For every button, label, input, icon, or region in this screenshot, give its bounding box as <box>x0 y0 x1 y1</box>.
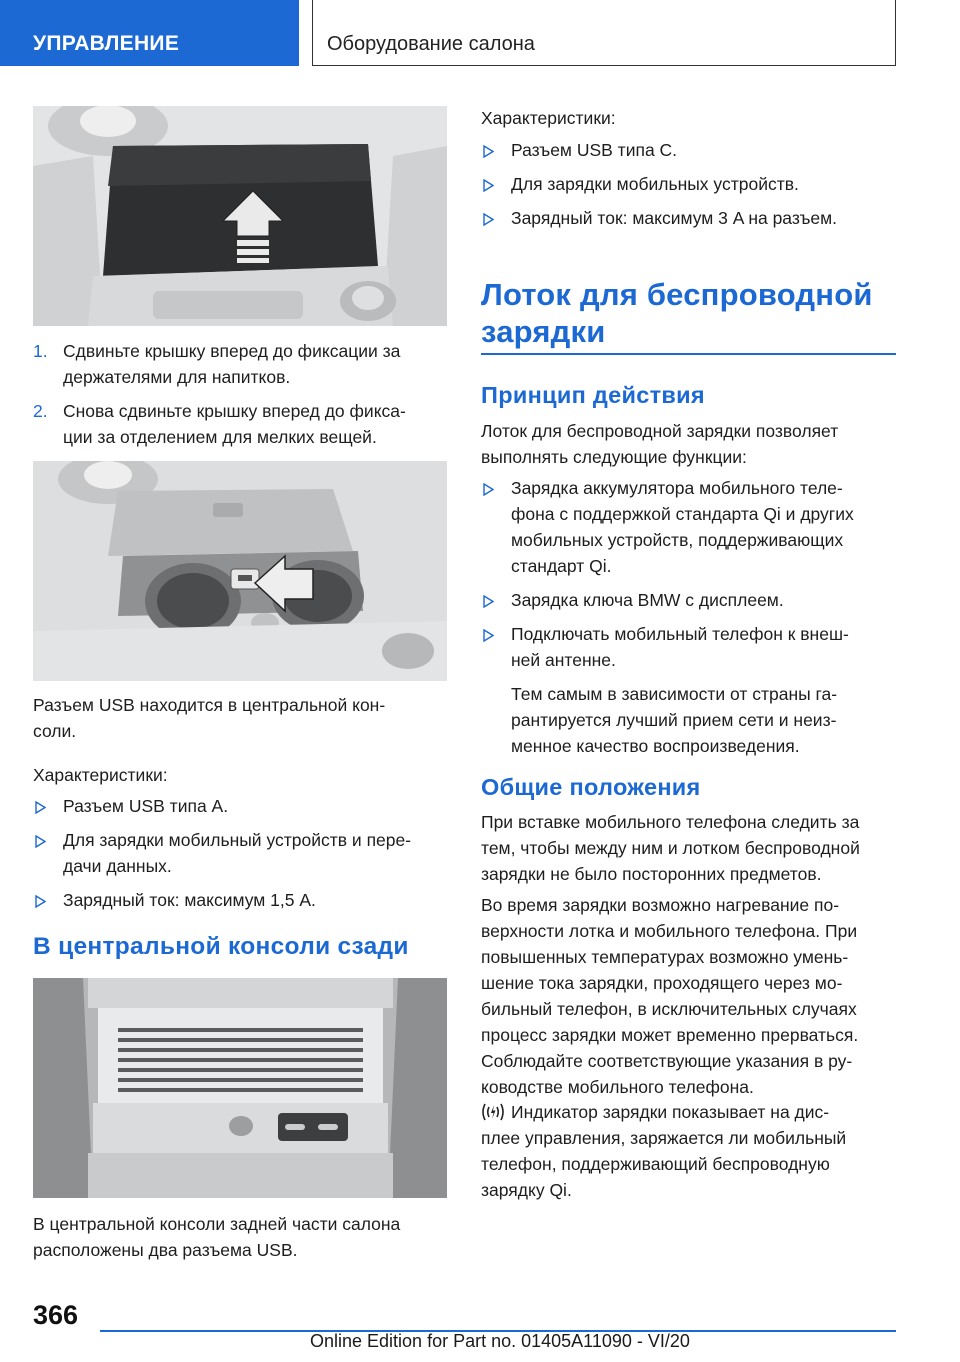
text-line: повышенных температурах возможно умень- <box>481 947 849 967</box>
list-item-text: мобильных устройств, поддерживающих <box>511 530 844 550</box>
text-line: При вставке мобильного телефона следить за <box>481 812 860 832</box>
list-item-text: Разъем USB типа A. <box>63 796 229 816</box>
general-heading: Общие положения <box>481 774 701 800</box>
triangle-bullet-icon <box>35 801 46 814</box>
text-line: Индикатор зарядки показывает на дис- <box>511 1102 830 1122</box>
wireless-tray-heading <box>481 276 896 350</box>
specs-label-right: Характеристики: <box>481 108 616 128</box>
step-text-line: Сдвиньте крышку вперед до фиксации за <box>63 341 401 361</box>
specs-list-right <box>481 137 896 231</box>
functions-list <box>481 475 896 759</box>
triangle-bullet-icon <box>483 179 494 192</box>
usb-location-text <box>33 692 447 744</box>
list-item <box>481 587 896 613</box>
list-item-text: Зарядный ток: максимум 3 A на разъем. <box>511 208 838 228</box>
triangle-bullet-icon <box>483 145 494 158</box>
photo-rear-console-usb <box>33 978 447 1198</box>
list-item <box>481 475 896 579</box>
text-line: выполнять следующие функции: <box>481 447 747 467</box>
function-note <box>481 681 896 759</box>
step-item <box>33 398 447 450</box>
triangle-bullet-icon <box>483 213 494 226</box>
principle-intro <box>481 418 896 470</box>
text-line: Соблюдайте соответствующие указания в ру- <box>481 1051 853 1071</box>
triangle-bullet-icon <box>35 835 46 848</box>
list-item-text: Для зарядки мобильный устройств и пере- <box>63 830 412 850</box>
text-line: верхности лотка и мобильного телефона. При <box>481 921 858 941</box>
text-line: плее управления, заряжается ли мобильный <box>481 1128 847 1148</box>
photo-front-usb-port <box>33 461 447 681</box>
text-line: Разъем USB находится в центральной кон- <box>33 695 386 715</box>
list-item <box>33 887 447 913</box>
list-item-text: Разъем USB типа C. <box>511 140 678 160</box>
list-item-text: стандарт Qi. <box>511 556 612 576</box>
list-item <box>33 793 447 819</box>
indicator-paragraph <box>481 1099 896 1203</box>
list-item <box>481 171 896 197</box>
text-line: зарядки не было посторонних предметов. <box>481 864 822 884</box>
step-text-line: Снова сдвиньте крышку вперед до фикса- <box>63 401 406 421</box>
text-line: телефон, поддерживающий беспроводную <box>481 1154 830 1174</box>
list-item-text: фона с поддержкой стандарта Qi и других <box>511 504 854 524</box>
list-item-text: Подключать мобильный телефон к внеш- <box>511 624 849 644</box>
specs-label-left: Характеристики: <box>33 765 168 785</box>
text-line: шение тока зарядки, проходящего через мо- <box>481 973 843 993</box>
text-line: Тем самым в зависимости от страны га- <box>511 684 838 704</box>
section-tab: УПРАВЛЕНИЕ <box>0 0 299 66</box>
text-line: соли. <box>33 721 77 741</box>
usb-port-illustration <box>33 461 447 681</box>
console-cover-illustration <box>33 106 447 326</box>
specs-list-left <box>33 793 447 913</box>
step-number: 1. <box>33 341 48 361</box>
step-text-line: держателями для напитков. <box>63 367 291 387</box>
general-paragraph-1 <box>481 809 896 887</box>
list-item-text: Зарядка аккумулятора мобильного теле- <box>511 478 843 498</box>
text-line: расположены два разъема USB. <box>33 1240 298 1260</box>
heading-line: зарядки <box>481 314 606 349</box>
text-line: Во время зарядки возможно нагревание по- <box>481 895 840 915</box>
triangle-bullet-icon <box>483 483 494 496</box>
text-line: рантируется лучший прием сети и неиз- <box>511 710 837 730</box>
general-paragraph-2 <box>481 892 896 1100</box>
list-item <box>33 827 447 879</box>
text-line: В центральной консоли задней части салона <box>33 1214 401 1234</box>
list-item-text: Зарядный ток: максимум 1,5 A. <box>63 890 316 910</box>
list-item-text: Зарядка ключа BMW с дисплеем. <box>511 590 784 610</box>
list-item <box>481 137 896 163</box>
list-item <box>481 621 896 673</box>
wireless-charging-icon <box>481 1102 505 1122</box>
triangle-bullet-icon <box>483 595 494 608</box>
list-item <box>481 205 896 231</box>
chapter-title: Оборудование салона <box>312 0 896 66</box>
text-line: бильный телефон, в исключительных случаях <box>481 999 857 1019</box>
step-text-line: ции за отделением для мелких вещей. <box>63 427 377 447</box>
step-number: 2. <box>33 401 48 421</box>
text-line: менное качество воспроизведения. <box>511 736 800 756</box>
list-item-text: Для зарядки мобильных устройств. <box>511 174 799 194</box>
text-line: тем, чтобы между ним и лотком беспроводной <box>481 838 860 858</box>
photo-front-console-cover <box>33 106 447 326</box>
triangle-bullet-icon <box>483 629 494 642</box>
list-item-text: дачи данных. <box>63 856 172 876</box>
edition-footer: Online Edition for Part no. 01405A11090 - VI/20 <box>310 1331 690 1351</box>
rear-console-illustration <box>33 978 447 1198</box>
text-line: ководстве мобильного телефона. <box>481 1077 754 1097</box>
triangle-bullet-icon <box>35 895 46 908</box>
page-number: 366 <box>33 1300 79 1330</box>
heading-rule <box>481 353 896 355</box>
heading-line: Лоток для беспроводной <box>481 277 873 312</box>
text-line: процесс зарядки может временно прерваться. <box>481 1025 859 1045</box>
principle-heading: Принцип действия <box>481 382 705 408</box>
list-item-text: ней антенне. <box>511 650 616 670</box>
step-item <box>33 338 447 390</box>
rear-caption <box>33 1211 447 1263</box>
rear-console-heading: В центральной консоли сзади <box>33 933 409 960</box>
step-list <box>33 338 447 450</box>
text-line: зарядку Qi. <box>481 1180 572 1200</box>
text-line: Лоток для беспроводной зарядки позволяет <box>481 421 839 441</box>
